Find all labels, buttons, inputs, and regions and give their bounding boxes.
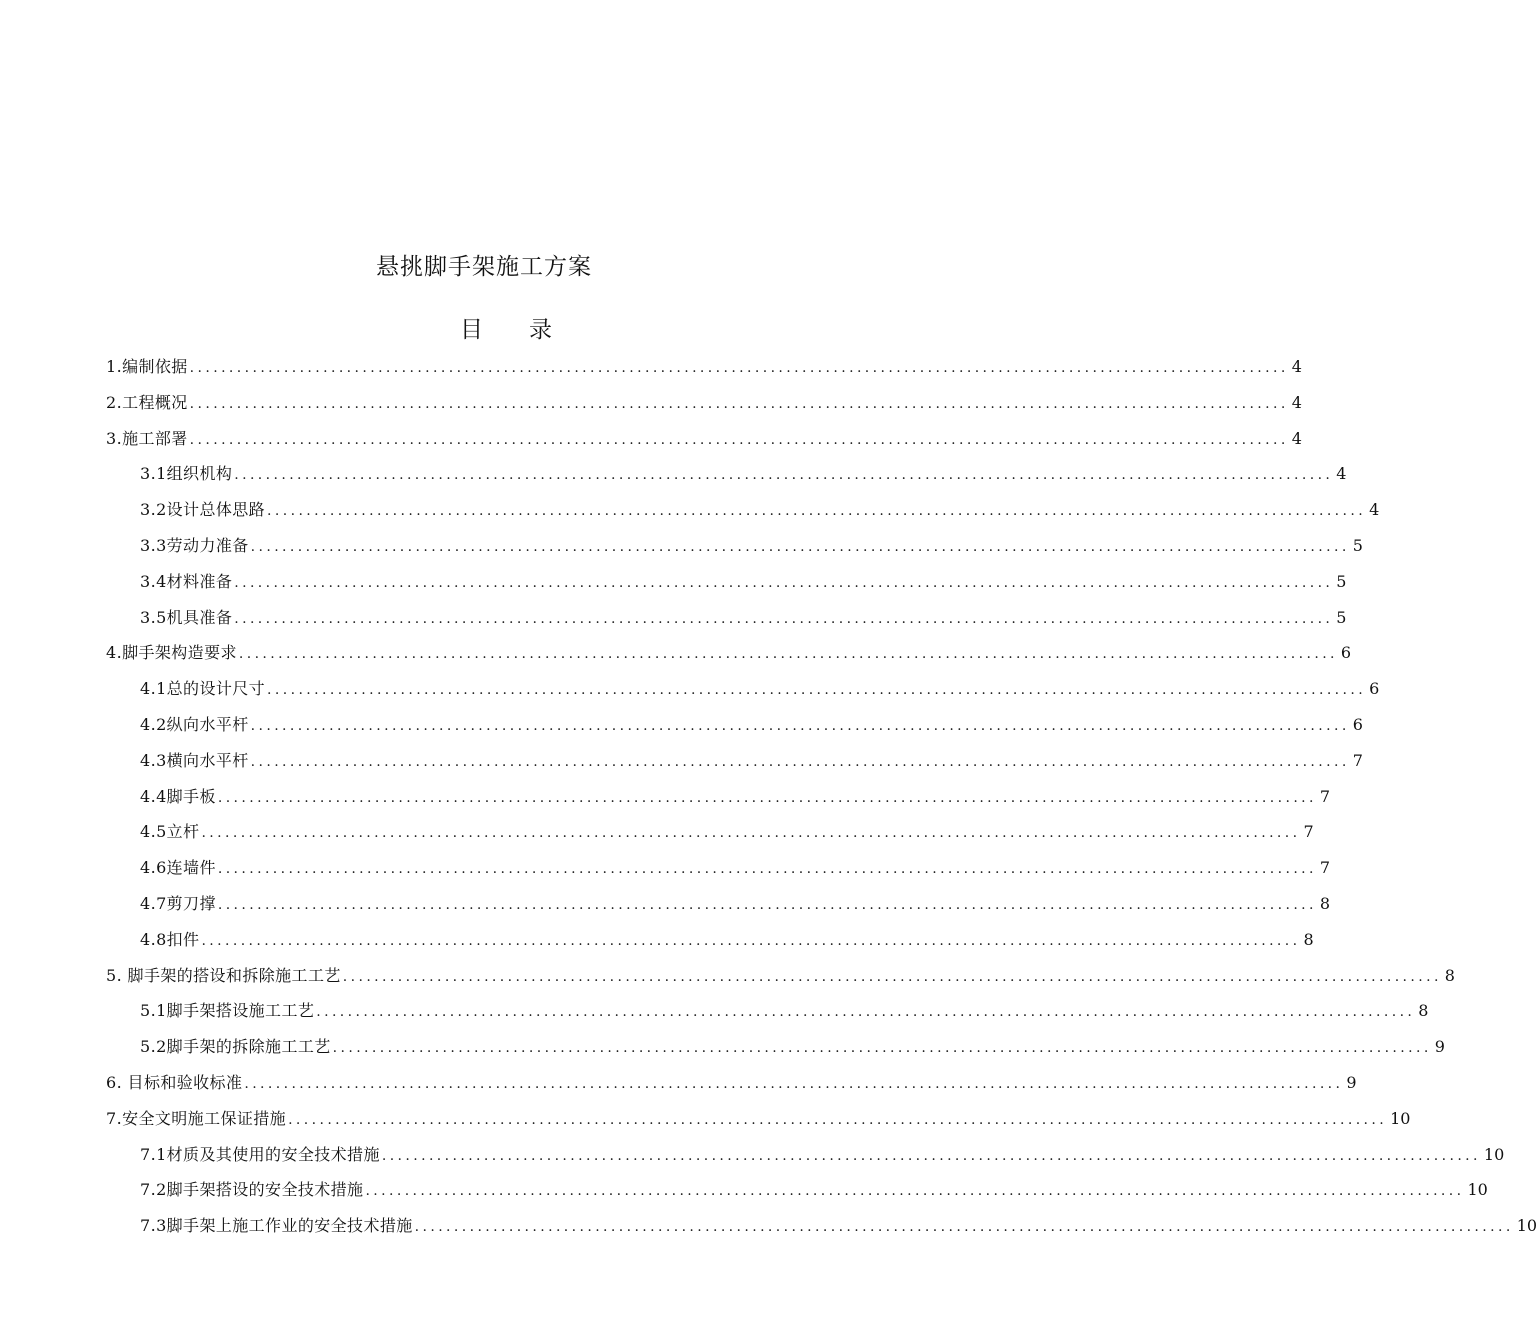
toc-dot-leader: ............................................................................................................................................: [342, 968, 1442, 985]
toc-dot-leader: ............................................................................................................................................: [288, 1111, 1388, 1128]
toc-dot-leader: ............................................................................................................................................: [189, 395, 1289, 412]
toc-entry-page: 10: [1516, 1216, 1537, 1236]
toc-entry-page: 4: [1291, 392, 1302, 412]
toc-dot-leader: ............................................................................................................................................: [234, 467, 1334, 484]
toc-entry[interactable]: [106, 1211, 1537, 1247]
toc-entry[interactable]: [106, 817, 1314, 853]
toc-entry-label: 4.8扣件: [140, 929, 200, 949]
toc-entry[interactable]: [106, 1068, 1357, 1104]
toc-entry-page: 6: [1352, 714, 1363, 734]
toc-entry-label: 3.3劳动力准备: [140, 535, 249, 555]
toc-dot-leader: ............................................................................................................................................: [217, 789, 1317, 806]
toc-dot-leader: ............................................................................................................................................: [381, 1147, 1481, 1164]
toc-entry[interactable]: [106, 996, 1429, 1032]
toc-entry-page: 8: [1319, 893, 1331, 913]
toc-entry-label: 5.2脚手架的拆除施工工艺: [140, 1037, 331, 1057]
toc-entry-label: 3.施工部署: [106, 428, 188, 448]
toc-entry[interactable]: [106, 889, 1331, 925]
toc-entry[interactable]: [106, 1104, 1411, 1140]
toc-entry-label: 4.脚手架构造要求: [106, 643, 237, 663]
toc-entry[interactable]: [106, 567, 1347, 603]
toc-entry[interactable]: [106, 1140, 1505, 1176]
toc-entry[interactable]: [106, 459, 1347, 495]
toc-entry-page: 10: [1390, 1108, 1411, 1128]
toc-entry-page: 5: [1352, 535, 1363, 555]
toc-dot-leader: ............................................................................................................................................: [217, 896, 1317, 913]
toc-dot-leader: ............................................................................................................................................: [234, 610, 1334, 627]
table-of-contents: [106, 352, 1537, 1247]
toc-entry-label: 3.5机具准备: [140, 607, 233, 627]
toc-dot-leader: ............................................................................................................................................: [217, 861, 1317, 878]
toc-entry-label: 4.1总的设计尺寸: [140, 679, 266, 699]
toc-entry-label: 7.安全文明施工保证措施: [106, 1108, 287, 1128]
toc-entry[interactable]: [106, 961, 1455, 997]
toc-entry-label: 6. 目标和验收标准: [106, 1072, 243, 1092]
toc-dot-leader: ............................................................................................................................................: [267, 503, 1367, 520]
toc-heading: [0, 315, 1012, 345]
toc-entry[interactable]: [106, 1032, 1445, 1068]
toc-dot-leader: ............................................................................................................................................: [189, 431, 1289, 448]
toc-heading-part: 录: [529, 317, 552, 343]
toc-entry-label: 4.6连墙件: [140, 858, 216, 878]
toc-entry-label: 7.1材质及其使用的安全技术措施: [140, 1144, 380, 1164]
toc-entry[interactable]: [106, 388, 1302, 424]
toc-entry-label: 3.2设计总体思路: [140, 500, 266, 520]
toc-entry-label: 4.5立杆: [140, 822, 200, 842]
toc-entry[interactable]: [106, 674, 1380, 710]
toc-dot-leader: ............................................................................................................................................: [244, 1075, 1344, 1092]
toc-entry-page: 8: [1418, 1001, 1429, 1021]
toc-entry[interactable]: [106, 495, 1380, 531]
toc-entry-page: 10: [1467, 1180, 1488, 1200]
toc-entry-page: 4: [1336, 464, 1347, 484]
toc-entry-page: 4: [1291, 357, 1302, 376]
toc-entry[interactable]: [106, 603, 1347, 639]
toc-entry-label: 7.2脚手架搭设的安全技术措施: [140, 1180, 364, 1200]
toc-entry[interactable]: [106, 710, 1363, 746]
toc-entry-page: 4: [1369, 500, 1380, 520]
toc-entry-label: 4.3横向水平杆: [140, 750, 249, 770]
toc-entry-page: 5: [1336, 607, 1347, 627]
toc-entry[interactable]: [106, 1175, 1488, 1211]
toc-entry-page: 7: [1303, 822, 1314, 842]
toc-entry-page: 7: [1319, 786, 1331, 806]
toc-entry-page: 9: [1434, 1037, 1445, 1057]
toc-heading-part: 目: [460, 317, 483, 343]
toc-entry-page: 5: [1336, 571, 1347, 591]
toc-entry-label: 4.7剪刀撑: [140, 893, 216, 913]
toc-entry-label: 2.工程概况: [106, 392, 188, 412]
toc-dot-leader: ............................................................................................................................................: [250, 753, 1350, 770]
toc-entry[interactable]: [106, 746, 1363, 782]
toc-dot-leader: ............................................................................................................................................: [250, 538, 1350, 555]
toc-entry[interactable]: [106, 352, 1302, 388]
toc-entry[interactable]: [106, 638, 1352, 674]
toc-entry-label: 4.4脚手板: [140, 786, 216, 806]
toc-entry-page: 4: [1291, 428, 1302, 448]
document-title: 悬挑脚手架施工方案: [376, 254, 592, 280]
toc-entry[interactable]: [106, 853, 1331, 889]
toc-entry-label: 3.1组织机构: [140, 464, 233, 484]
toc-entry[interactable]: [106, 424, 1302, 460]
toc-entry-page: 8: [1444, 965, 1455, 985]
toc-entry-label: 5. 脚手架的搭设和拆除施工工艺: [106, 965, 341, 985]
toc-entry[interactable]: [106, 782, 1331, 818]
toc-dot-leader: ............................................................................................................................................: [365, 1183, 1465, 1200]
toc-entry-page: 8: [1303, 929, 1314, 949]
toc-dot-leader: ............................................................................................................................................: [189, 360, 1289, 376]
toc-entry-label: 4.2纵向水平杆: [140, 714, 249, 734]
toc-entry-page: 6: [1369, 679, 1380, 699]
toc-dot-leader: ............................................................................................................................................: [414, 1219, 1514, 1236]
toc-dot-leader: ............................................................................................................................................: [201, 932, 1301, 949]
toc-entry[interactable]: [106, 531, 1363, 567]
toc-dot-leader: ............................................................................................................................................: [250, 717, 1350, 734]
toc-dot-leader: ............................................................................................................................................: [332, 1040, 1432, 1057]
toc-dot-leader: ............................................................................................................................................: [234, 574, 1334, 591]
toc-dot-leader: ............................................................................................................................................: [238, 646, 1338, 663]
toc-entry-page: 7: [1319, 858, 1331, 878]
toc-dot-leader: ............................................................................................................................................: [267, 682, 1367, 699]
toc-entry-page: 6: [1340, 643, 1352, 663]
toc-dot-leader: ............................................................................................................................................: [316, 1004, 1416, 1021]
toc-entry-label: 1.编制依据: [106, 357, 188, 376]
toc-entry[interactable]: [106, 925, 1314, 961]
toc-entry-page: 10: [1483, 1144, 1505, 1164]
toc-entry-label: 3.4材料准备: [140, 571, 233, 591]
toc-entry-label: 7.3脚手架上施工作业的安全技术措施: [140, 1216, 413, 1236]
toc-dot-leader: ............................................................................................................................................: [201, 825, 1301, 842]
toc-entry-page: 9: [1346, 1072, 1357, 1092]
toc-entry-page: 7: [1352, 750, 1363, 770]
toc-entry-label: 5.1脚手架搭设施工工艺: [140, 1001, 315, 1021]
